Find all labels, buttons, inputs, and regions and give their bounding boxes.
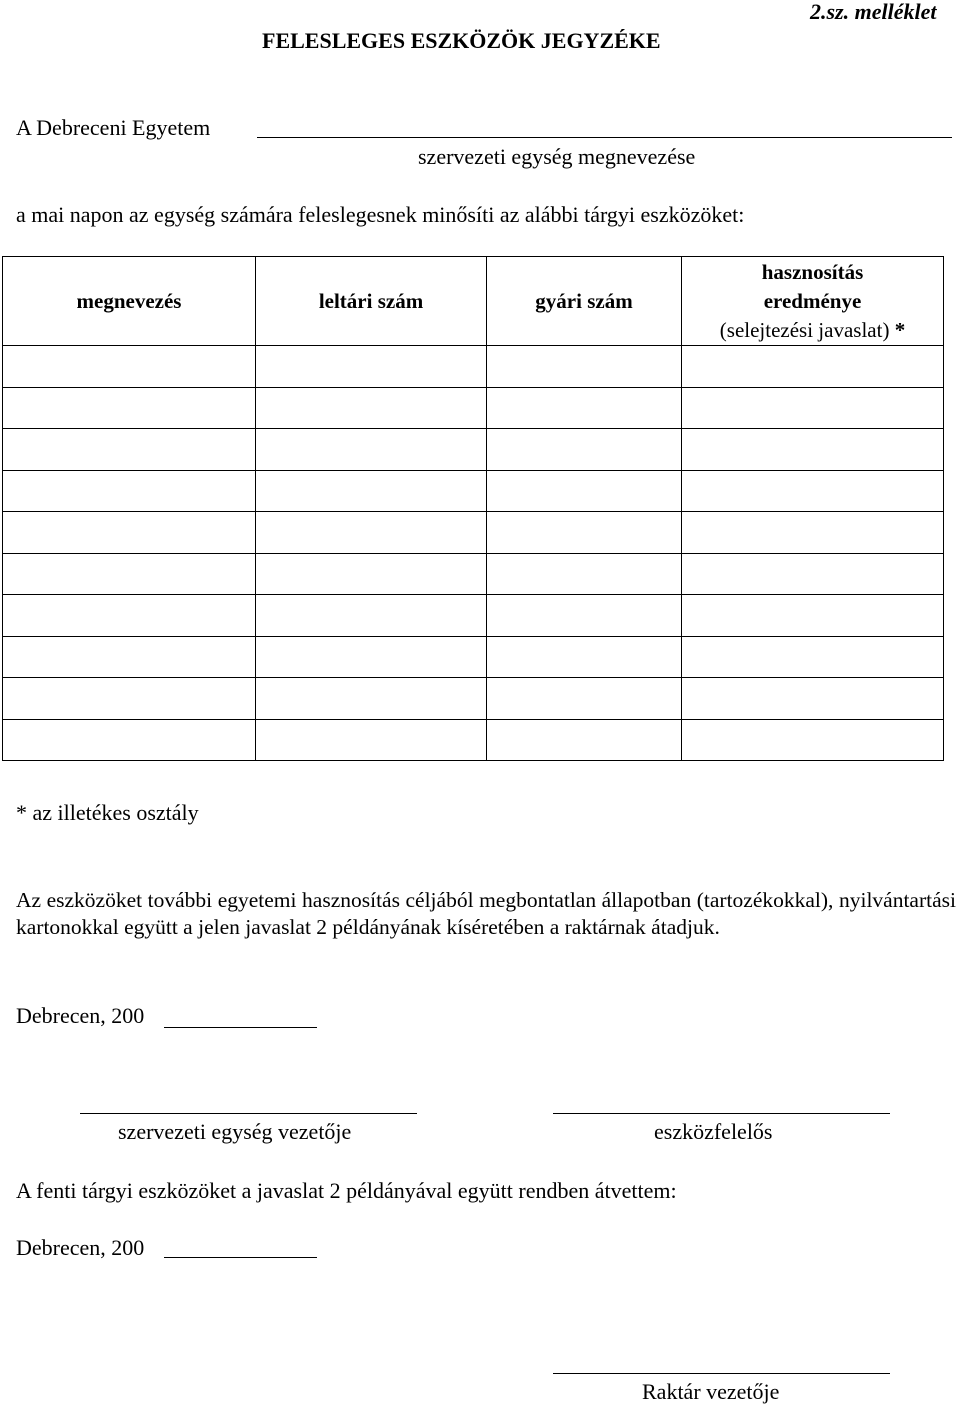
- signature-caption-unit-head: szervezeti egység vezetője: [118, 1119, 352, 1144]
- table-cell[interactable]: [256, 595, 487, 637]
- table-row: [3, 595, 944, 637]
- handover-paragraph: Az eszközöket további egyetemi hasznosítás céljából megbontatlan állapotban (tartozékokkal), nyilvántartási kartonokkal együtt a jelen javaslat 2 példányának kíséretében a raktárnak átadjuk.: [16, 888, 956, 939]
- table-cell[interactable]: [3, 636, 256, 678]
- table-cell[interactable]: [256, 512, 487, 554]
- table-cell[interactable]: [682, 346, 944, 388]
- table-cell[interactable]: [3, 553, 256, 595]
- table-cell[interactable]: [682, 719, 944, 761]
- table-cell[interactable]: [487, 678, 682, 720]
- table-cell[interactable]: [256, 429, 487, 471]
- signature-line-warehouse-head: [553, 1373, 890, 1374]
- table-cell[interactable]: [3, 387, 256, 429]
- table-cell[interactable]: [256, 636, 487, 678]
- table-cell[interactable]: [682, 387, 944, 429]
- header-line-1: hasznosítás: [761, 259, 864, 284]
- table-cell[interactable]: [256, 719, 487, 761]
- table-cell[interactable]: [256, 387, 487, 429]
- column-header-serial-number: gyári szám: [487, 257, 682, 346]
- table-cell[interactable]: [3, 429, 256, 471]
- table-cell[interactable]: [256, 470, 487, 512]
- date-fill-line-2: [164, 1257, 317, 1258]
- table-cell[interactable]: [3, 470, 256, 512]
- table-cell[interactable]: [682, 678, 944, 720]
- asset-table: [2, 256, 944, 761]
- table-cell[interactable]: [256, 678, 487, 720]
- table-row: [3, 553, 944, 595]
- table-cell[interactable]: [682, 595, 944, 637]
- table-cell[interactable]: [487, 595, 682, 637]
- organization-caption: szervezeti egység megnevezése: [418, 144, 696, 169]
- table-cell[interactable]: [487, 636, 682, 678]
- column-header-inventory-number: leltári szám: [256, 257, 487, 346]
- table-cell[interactable]: [256, 346, 487, 388]
- document-title: FELESLEGES ESZKÖZÖK JEGYZÉKE: [262, 28, 661, 53]
- signature-line-unit-head: [80, 1113, 417, 1114]
- table-cell[interactable]: [682, 470, 944, 512]
- header-line-2: eredménye: [763, 288, 862, 313]
- table-cell[interactable]: [487, 553, 682, 595]
- table-row: [3, 512, 944, 554]
- table-row: [3, 470, 944, 512]
- table-row: [3, 387, 944, 429]
- table-cell[interactable]: [682, 636, 944, 678]
- intro-text: a mai napon az egység számára feleslegesnek minősíti az alábbi tárgyi eszközöket:: [16, 202, 745, 227]
- annex-label: 2.sz. melléklet: [810, 0, 937, 24]
- table-cell[interactable]: [682, 512, 944, 554]
- table-row: [3, 346, 944, 388]
- table-cell[interactable]: [487, 470, 682, 512]
- table-row: [3, 678, 944, 720]
- header-line-3: (selejtezési javaslat): [719, 317, 890, 342]
- table-cell[interactable]: [487, 719, 682, 761]
- table-cell[interactable]: [256, 553, 487, 595]
- column-header-utilization-result: [682, 257, 944, 346]
- table-body: [3, 346, 944, 761]
- table-header-row: [3, 257, 944, 346]
- date-line-1: Debrecen, 200: [16, 1003, 145, 1028]
- table-cell[interactable]: [487, 387, 682, 429]
- date-fill-line-1: [164, 1027, 317, 1028]
- signature-caption-warehouse-head: Raktár vezetője: [642, 1379, 780, 1404]
- table-cell[interactable]: [487, 512, 682, 554]
- table-row: [3, 636, 944, 678]
- table-cell[interactable]: [487, 429, 682, 471]
- table-row: [3, 429, 944, 471]
- date-line-2: Debrecen, 200: [16, 1235, 145, 1260]
- table-cell[interactable]: [682, 553, 944, 595]
- organization-fill-line: [257, 137, 952, 138]
- signature-caption-asset-officer: eszközfelelős: [654, 1119, 773, 1144]
- table-cell[interactable]: [3, 512, 256, 554]
- table-cell[interactable]: [487, 346, 682, 388]
- table-cell[interactable]: [3, 346, 256, 388]
- table-cell[interactable]: [3, 678, 256, 720]
- table-cell[interactable]: [3, 719, 256, 761]
- footnote: * az illetékes osztály: [16, 800, 199, 825]
- table-cell[interactable]: [682, 429, 944, 471]
- header-asterisk: *: [889, 317, 906, 342]
- receipt-statement: A fenti tárgyi eszközöket a javaslat 2 példányával együtt rendben átvettem:: [16, 1178, 677, 1203]
- table-row: [3, 719, 944, 761]
- table-cell[interactable]: [3, 595, 256, 637]
- organization-label: A Debreceni Egyetem: [16, 115, 211, 140]
- signature-line-asset-officer: [553, 1113, 890, 1114]
- column-header-name: megnevezés: [3, 257, 256, 346]
